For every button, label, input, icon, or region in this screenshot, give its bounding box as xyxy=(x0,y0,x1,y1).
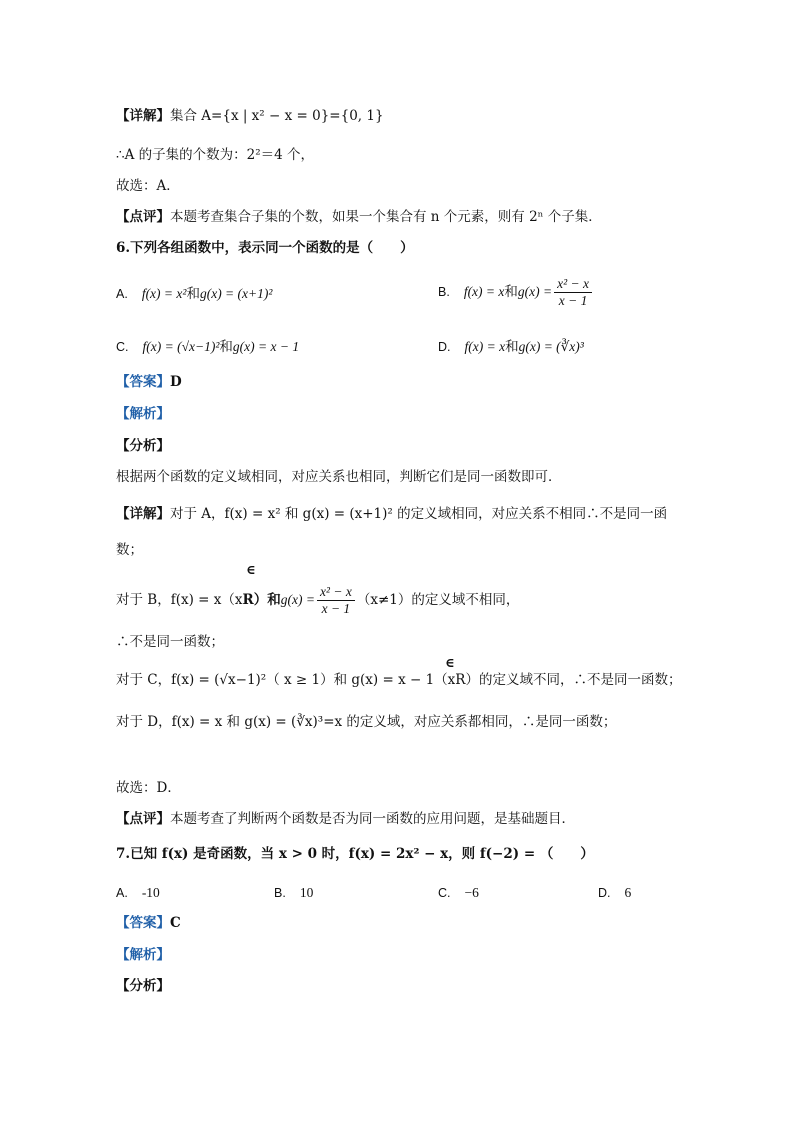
option-b-f: f(x) = x xyxy=(463,284,505,299)
option-a-f: f(x) = x² xyxy=(141,286,187,301)
comment-text: 本题考查了判断两个函数是否为同一函数的应用问题，是基础题目． xyxy=(170,811,575,827)
detail-line-set xyxy=(116,106,384,126)
analysis-tag-6: 【解析】 xyxy=(116,406,170,422)
detail-6-b-r: R）和 xyxy=(242,592,281,608)
detail-6-b-numerator: x² − x xyxy=(317,584,355,601)
option-b-denominator: x − 1 xyxy=(558,293,588,308)
answer-value: C xyxy=(170,915,181,931)
q7-option-b xyxy=(274,883,313,903)
option-label: C. xyxy=(116,340,129,354)
choice-line-a: 故选：A． xyxy=(116,178,180,194)
detail-6-b-prefix: 对于 B，f(x) = x（x xyxy=(116,592,243,608)
comment-text: 本题考查集合子集的个数，如果一个集合有 n 个元素，则有 2ⁿ 个子集． xyxy=(170,209,602,225)
analysis-sub-tag-6: 【分析】 xyxy=(116,438,170,454)
option-b-value: 10 xyxy=(299,885,314,900)
option-c-and: 和 xyxy=(219,339,233,355)
option-a-g: g(x) = (x+1)² xyxy=(199,286,273,301)
detail-6-b-suffix: （x≠1）的定义域不相同， xyxy=(356,592,520,608)
option-label: A. xyxy=(116,287,128,301)
detail-tag: 【详解】 xyxy=(116,108,170,124)
option-a-and: 和 xyxy=(186,286,200,302)
answer-value: D xyxy=(170,374,182,390)
option-c-value: −6 xyxy=(464,885,479,900)
option-label: C. xyxy=(438,886,451,900)
option-b-numerator: x² − x xyxy=(554,276,592,293)
detail-6-c-r: R）的定义域不同，∴不是同一函数； xyxy=(455,672,682,688)
option-label: D. xyxy=(598,886,611,900)
option-b-g: g(x) = xyxy=(517,284,553,299)
q7-option-d xyxy=(598,883,631,903)
detail-text: 集合 A={x | x² − x = 0}={0, 1} xyxy=(170,108,384,124)
comment-tag: 【点评】 xyxy=(116,811,170,827)
detail-6-b xyxy=(116,584,519,617)
option-label: D. xyxy=(438,340,451,354)
q7-option-c xyxy=(438,883,479,903)
option-d-and: 和 xyxy=(505,339,519,355)
option-b-and: 和 xyxy=(504,284,518,300)
answer-line-6 xyxy=(116,372,182,392)
detail-6-b-cont: ∴不是同一函数； xyxy=(116,634,224,650)
comment-line-6 xyxy=(116,809,575,829)
option-d-f: f(x) = x xyxy=(464,339,506,354)
option-d-g: g(x) = (∛x)³ xyxy=(518,339,584,354)
detail-6-a-cont: 数； xyxy=(116,542,143,558)
analysis-text-6: 根据两个函数的定义域相同，对应关系也相同，判断它们是同一函数即可． xyxy=(116,469,562,485)
question-7-title: 7.已知 f(x) 是奇函数，当 x > 0 时，f(x) = 2x² − x，则 f(−2) = （ ） xyxy=(116,846,594,862)
q6-option-d xyxy=(438,337,584,357)
q7-option-a xyxy=(116,883,160,903)
detail-6-a-text: 对于 A，f(x) = x² 和 g(x) = (x+1)² 的定义域相同，对应关系不相同∴不是同一函 xyxy=(170,506,668,522)
detail-6-b-g: g(x) = xyxy=(280,592,315,607)
answer-tag: 【答案】 xyxy=(116,374,170,390)
choice-line-d: 故选：D． xyxy=(116,780,181,796)
q6-option-b xyxy=(438,276,594,309)
detail-6-b-denominator: x − 1 xyxy=(321,601,351,616)
q6-option-c xyxy=(116,337,299,357)
detail-6-c xyxy=(116,670,681,690)
element-of-symbol: ∈ xyxy=(246,563,256,578)
option-a-value: -10 xyxy=(141,885,160,900)
answer-line-7 xyxy=(116,913,181,933)
detail-6-b-fraction xyxy=(317,584,355,617)
element-of-symbol: ∈ xyxy=(445,656,455,671)
option-c-f: f(x) = (√x−1)² xyxy=(142,339,220,354)
option-label: B. xyxy=(274,886,286,900)
detail-6-a xyxy=(116,504,667,524)
q6-option-a xyxy=(116,284,272,304)
option-label: B. xyxy=(438,285,450,299)
option-c-g: g(x) = x − 1 xyxy=(232,339,300,354)
subset-count-line: ∴A 的子集的个数为：2²＝4 个， xyxy=(116,147,315,163)
option-d-value: 6 xyxy=(624,885,632,900)
option-label: A. xyxy=(116,886,128,900)
answer-tag: 【答案】 xyxy=(116,915,170,931)
question-6-title: 6.下列各组函数中，表示同一个函数的是（ ） xyxy=(116,240,414,256)
detail-6-d: 对于 D，f(x) = x 和 g(x) = (∛x)³=x 的定义域，对应关系都相同，∴是同一函数； xyxy=(116,714,617,730)
comment-tag: 【点评】 xyxy=(116,209,170,225)
analysis-tag-7: 【解析】 xyxy=(116,947,170,963)
analysis-sub-tag-7: 【分析】 xyxy=(116,978,170,994)
option-b-fraction xyxy=(554,276,592,309)
comment-line-5 xyxy=(116,207,602,227)
detail-tag: 【详解】 xyxy=(116,506,170,522)
detail-6-c-prefix: 对于 C，f(x) = (√x−1)²（ x ≥ 1）和 g(x) = x − 1（x xyxy=(116,672,456,688)
